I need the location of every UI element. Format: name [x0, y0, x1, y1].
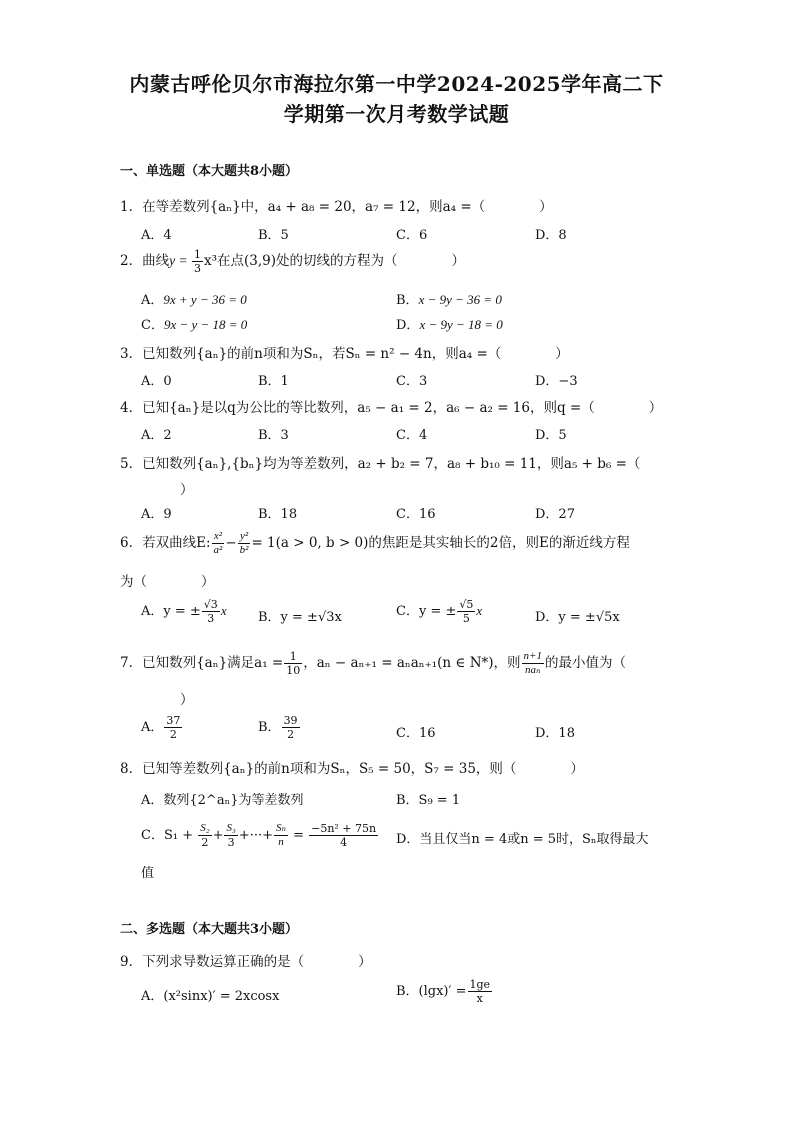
question-5-cont: ）: [180, 482, 194, 498]
q7-option-d: D．18: [535, 726, 575, 741]
q6-c-den: 5: [462, 612, 470, 625]
q7-text-pre: 7．已知数列{aₙ}满足a₁ =: [120, 655, 284, 671]
q9-option-b-pre: B．(lgx)′ =: [396, 984, 467, 999]
q1-option-a: A．4: [141, 228, 172, 243]
q9-option-a: A．(x²sinx)′ = 2xcosx: [141, 989, 280, 1004]
q3-option-c: C．3: [396, 374, 428, 389]
q9-option-b-frac: [468, 978, 493, 1005]
section-multiple-choice: 二、多选题（本大题共3小题）: [120, 922, 299, 937]
q7-b-num: 39: [283, 714, 298, 727]
q7-frac-den: 10: [286, 664, 301, 677]
q7-a-num: 37: [166, 714, 181, 727]
q2-option-a-text: 9x + y − 36 = 0: [163, 292, 247, 307]
question-6: 6．若双曲线E: $\frac{\text{x²}}{\text{a²}}$ − $\frac{\text{y²}}{\text{b²}}$ = 1(a > 0, b > 0)的焦距是其实轴长的2倍，则E的渐近线方程: [120, 530, 630, 556]
q1-option-d: D．8: [535, 228, 567, 243]
q1-option-b: B．5: [258, 228, 289, 243]
q2-fraction: [192, 248, 203, 275]
q6-option-c: C．y = ± $\frac{√5}{5}$ x: [396, 598, 483, 625]
question-7: [120, 650, 626, 677]
q8-c-rhs-den: 4: [340, 836, 348, 849]
q2-option-c-text: 9x − y − 18 = 0: [163, 317, 248, 332]
q4-option-d: D．5: [535, 428, 567, 443]
q2-frac-den: 3: [193, 262, 201, 275]
q7-option-c: C．16: [396, 726, 436, 741]
question-9: 9．下列求导数运算正确的是（ ）: [120, 954, 372, 970]
section-single-choice: 一、单选题（本大题共8小题）: [120, 164, 299, 179]
q7-frac2-num: n+1: [523, 650, 542, 662]
question-2: [120, 248, 465, 275]
exam-title-line2: 学期第一次月考数学试题: [283, 102, 510, 126]
q8-option-b: B．S₉ = 1: [396, 793, 461, 808]
q7-option-b-frac: [282, 714, 300, 741]
q2-option-a: A．9x + y − 36 = 0: [141, 292, 247, 308]
q1-option-c: C．6: [396, 228, 428, 243]
question-4: 4．已知{aₙ}是以q为公比的等比数列，a₅ − a₁ = 2，a₆ − a₂ = 16，则q =（ ）: [120, 400, 663, 416]
question-8: 8．已知等差数列{aₙ}的前n项和为Sₙ，S₅ = 50，S₇ = 35，则（ ）: [120, 761, 584, 777]
q9-b-num: 1ge: [469, 978, 491, 991]
q7-text-mid: ，aₙ − aₙ₊₁ = aₙaₙ₊₁(n ∈ N*)，则: [303, 655, 521, 671]
q2-text-post: x³在点(3,9)处的切线的方程为（ ）: [203, 253, 465, 269]
q2-text-pre: 2．曲线: [120, 253, 170, 269]
question-7-cont: ）: [180, 692, 194, 708]
q6-option-d: D．y = ±√5x: [535, 610, 620, 625]
q6-option-c-pre: C．y = ±: [396, 604, 457, 619]
q2-option-d: D．x − 9y − 18 = 0: [396, 317, 503, 333]
q8-option-d: D．当且仅当n = 4或n = 5时，Sₙ取得最大: [396, 832, 649, 847]
exam-title-line1: 内蒙古呼伦贝尔市海拉尔第一中学2024-2025学年高二下: [129, 72, 664, 96]
q7-option-a: A． $\frac{37}{2}$: [141, 714, 181, 741]
q6-option-b: B．y = ±√3x: [258, 610, 342, 625]
q7-frac2-den: naₙ: [525, 664, 541, 676]
q8-option-c-pre: C．S₁ +: [141, 828, 194, 843]
question-3: 3．已知数列{aₙ}的前n项和为Sₙ，若Sₙ = n² − 4n，则a₄ =（ ）: [120, 346, 569, 362]
q6-text-pre: 6．若双曲线E:: [120, 535, 211, 551]
q7-frac-a1: [284, 650, 302, 677]
q6-text-post: = 1(a > 0, b > 0)的焦距是其实轴长的2倍，则E的渐近线方程: [251, 535, 630, 551]
q8-option-c: C．S₁ + $\frac{\text{S₂}}{2}$ + $\frac{\text{S₃}}{3}$ +···+ $\frac{\text{Sₙ}}{n}$ = $\frac{\text{−5n² + 75n}}{4}$: [141, 822, 377, 849]
q6-option-a: A．y = ± $\frac{√3}{3}$ x: [141, 598, 227, 625]
q6-option-a-frac: [202, 598, 220, 625]
q6-option-c-frac: [457, 598, 475, 625]
question-6-cont: 为（ ）: [120, 574, 215, 590]
question-5: 5．已知数列{aₙ},{bₙ}均为等差数列，a₂ + b₂ = 7，a₈ + b₁₀ = 11，则a₅ + b₆ =（: [120, 456, 641, 472]
q3-option-b: B．1: [258, 374, 289, 389]
q6-option-a-pre: A．y = ±: [141, 604, 201, 619]
q2-frac-num: 1: [193, 248, 201, 261]
q3-option-d: D．−3: [535, 374, 578, 389]
q8-option-a: A．数列{2^aₙ}为等差数列: [141, 793, 304, 808]
q8-c-rhs-num: −5n² + 75n: [311, 822, 377, 835]
q5-option-b: B．18: [258, 507, 298, 522]
q2-option-c: C．9x − y − 18 = 0: [141, 317, 248, 333]
q4-option-a: A．2: [141, 428, 172, 443]
q6-frac-x: $\frac{\text{x²}}{\text{a²}}$: [213, 530, 223, 556]
q3-option-a: A．0: [141, 374, 172, 389]
q2-option-b-text: x − 9y − 36 = 0: [418, 292, 502, 307]
q8-option-c-eq: =: [293, 828, 309, 843]
q6-a-den: 3: [207, 612, 215, 625]
question-1: 1．在等差数列{aₙ}中，a₄ + a₈ = 20，a₇ = 12，则a₄ =（ ）: [120, 199, 553, 215]
q9-b-den: x: [476, 992, 483, 1005]
q4-option-c: C．4: [396, 428, 428, 443]
q8-option-c-rhs: [309, 822, 378, 849]
q2-option-b: B．x − 9y − 36 = 0: [396, 292, 502, 308]
q5-option-a: A．9: [141, 507, 172, 522]
q7-a-den: 2: [169, 728, 177, 741]
q9-option-b: [396, 978, 493, 1005]
q7-option-a-frac: [164, 714, 182, 741]
q6-a-num: √3: [203, 598, 218, 611]
q2-math: y =: [169, 253, 191, 268]
q6-c-num: √5: [459, 598, 474, 611]
q7-text-post: 的最小值为（: [544, 655, 626, 671]
q5-option-d: D．27: [535, 507, 575, 522]
q8-option-d-cont: 值: [141, 866, 155, 881]
q7-option-b: B． $\frac{39}{2}$: [258, 714, 298, 741]
q7-frac-num: 1: [284, 650, 302, 664]
q4-option-b: B．3: [258, 428, 289, 443]
q5-option-c: C．16: [396, 507, 436, 522]
q7-b-den: 2: [287, 728, 295, 741]
q6-frac-y: $\frac{\text{y²}}{\text{b²}}$: [239, 530, 249, 556]
q2-option-d-text: x − 9y − 18 = 0: [419, 317, 503, 332]
q7-frac-target: [522, 650, 544, 677]
